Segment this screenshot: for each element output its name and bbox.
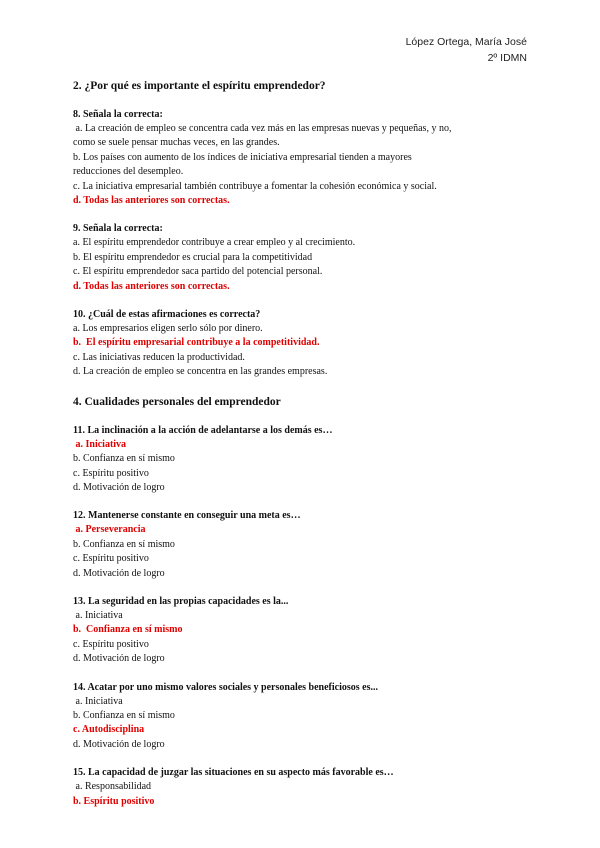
answer-option: d. Motivación de logro — [73, 738, 165, 750]
answer-option: b. Confianza en sí mismo — [73, 538, 175, 550]
question-block — [73, 108, 533, 208]
question-title: 8. Señala la correcta: — [73, 109, 163, 120]
question-block — [73, 681, 533, 753]
correct-answer-option: c. Autodisciplina — [73, 724, 145, 736]
answer-option: como se suele pensar muchas veces, en las grandes. — [73, 137, 280, 149]
correct-answer-option: b. Confianza en sí mismo — [73, 624, 183, 636]
question-block — [73, 308, 533, 380]
answer-option: a. El espíritu emprendedor contribuye a crear empleo y al crecimiento. — [73, 237, 356, 249]
answer-option: c. Espíritu positivo — [73, 553, 149, 565]
correct-answer-option: d. Todas las anteriores son correctas. — [73, 195, 230, 207]
author-name: López Ortega, María José — [405, 36, 527, 48]
correct-answer-option: b. El espíritu empresarial contribuye a la competitividad. — [73, 337, 320, 349]
correct-answer-option: a. Perseverancia — [73, 524, 146, 536]
correct-answer-option: b. Espíritu positivo — [73, 795, 155, 807]
question-block — [73, 766, 533, 809]
answer-option: d. Motivación de logro — [73, 567, 165, 579]
page-header — [406, 34, 527, 66]
question-block — [73, 222, 533, 294]
question-title: 14. Acatar por uno mismo valores sociales y personales beneficiosos es... — [73, 681, 378, 693]
question-title: 11. La inclinación a la acción de adelantarse a los demás es… — [73, 424, 333, 436]
course-label: 2º IDMN — [487, 52, 527, 64]
question-block — [73, 509, 533, 581]
answer-option: b. Los países con aumento de los índices de iniciativa empresarial tienden a mayores — [73, 151, 412, 163]
answer-option: b. Confianza en sí mismo — [73, 453, 175, 465]
answer-option: reducciones del desempleo. — [73, 166, 184, 178]
answer-option: b. El espíritu emprendedor es crucial para la competitividad — [73, 251, 313, 263]
answer-option: d. Motivación de logro — [73, 653, 165, 665]
question-block — [73, 595, 533, 667]
question-block — [73, 424, 533, 496]
answer-option: c. La iniciativa empresarial también contribuye a fomentar la cohesión económica y social. — [73, 180, 437, 192]
answer-option: c. El espíritu emprendedor saca partido del potencial personal. — [73, 266, 323, 278]
answer-option: b. Confianza en sí mismo — [73, 709, 175, 721]
section-title: 2. ¿Por qué es importante el espíritu emprendedor? — [73, 80, 326, 92]
document-body — [73, 78, 533, 823]
question-title: 10. ¿Cuál de estas afirmaciones es correcta? — [73, 309, 261, 321]
answer-option: c. Espíritu positivo — [73, 467, 149, 479]
answer-option: d. Motivación de logro — [73, 481, 165, 493]
question-title: 15. La capacidad de juzgar las situaciones en su aspecto más favorable es… — [73, 767, 394, 779]
answer-option: a. Responsabilidad — [73, 781, 152, 793]
question-title: 9. Señala la correcta: — [73, 223, 163, 235]
answer-option: a. La creación de empleo se concentra cada vez más en las empresas nuevas y pequeñas, y no, — [73, 123, 452, 134]
answer-option: c. Espíritu positivo — [73, 638, 149, 650]
answer-option: a. Los empresarios eligen serlo sólo por dinero. — [73, 323, 263, 335]
correct-answer-option: a. Iniciativa — [73, 438, 127, 450]
answer-option: a. Iniciativa — [73, 609, 123, 621]
answer-option: a. Iniciativa — [73, 695, 123, 707]
correct-answer-option: d. Todas las anteriores son correctas. — [73, 280, 230, 292]
answer-option: d. La creación de empleo se concentra en las grandes empresas. — [73, 366, 328, 378]
section-title: 4. Cualidades personales del emprendedor — [73, 395, 281, 408]
question-title: 12. Mantenerse constante en conseguir una meta es… — [73, 510, 301, 522]
answer-option: c. Las iniciativas reducen la productividad. — [73, 351, 245, 363]
question-title: 13. La seguridad en las propias capacidades es la... — [73, 595, 289, 607]
